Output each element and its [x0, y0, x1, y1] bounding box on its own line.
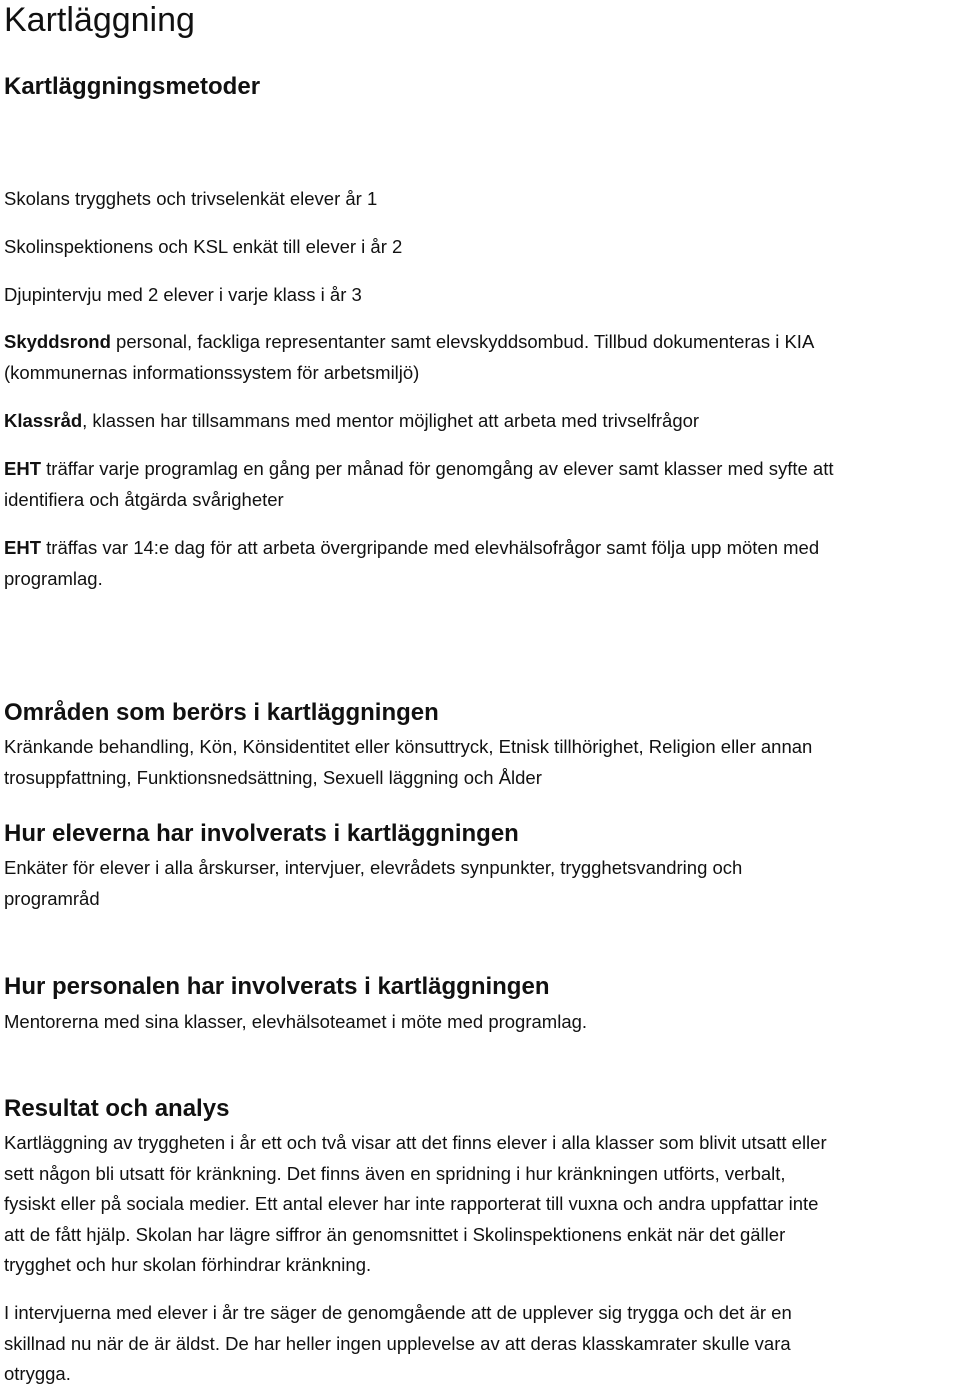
areas-text-line-2: trosuppfattning, Funktionsnedsättning, Sexuell läggning och Ålder: [4, 767, 542, 788]
results-paragraph-2-line-1: I intervjuerna med elever i år tre säger de genomgående att de upplever sig trygga och det är en: [4, 1302, 792, 1323]
method-item-6-term: EHT: [4, 458, 41, 479]
method-item-6-line-2: identifiera och åtgärda svårigheter: [4, 489, 284, 510]
method-item-4-line-2: (kommunernas informationssystem för arbetsmiljö): [4, 362, 420, 383]
method-item-5: [4, 406, 956, 437]
section-heading-students: Hur eleverna har involverats i kartläggningen: [4, 820, 519, 847]
method-item-2: Skolinspektionens och KSL enkät till elever i år 2: [4, 236, 403, 257]
section-heading-areas: Områden som berörs i kartläggningen: [4, 699, 439, 726]
method-item-6-text: träffar varje programlag en gång per månad för genomgång av elever samt klasser med syfte att: [41, 458, 834, 479]
method-item-4-term: Skyddsrond: [4, 331, 111, 352]
areas-text-line-1: Kränkande behandling, Kön, Könsidentitet eller könsuttryck, Etnisk tillhörighet, Religion eller annan: [4, 736, 813, 757]
method-item-7-line-2: programlag.: [4, 568, 103, 589]
results-paragraph-2-line-2: skillnad nu när de är äldst. De har heller ingen upplevelse av att deras klasskamrater skulle vara: [4, 1333, 791, 1354]
section-heading-results: Resultat och analys: [4, 1095, 230, 1122]
results-paragraph-1-line-4: att de fått hjälp. Skolan har lägre siffror än genomsnittet i Skolinspektionens enkät när det gäller: [4, 1224, 786, 1245]
staff-text-line-1: Mentorerna med sina klasser, elevhälsoteamet i möte med programlag.: [4, 1011, 588, 1032]
method-item-7-text: träffas var 14:e dag för att arbeta övergripande med elevhälsofrågor samt följa upp möten med: [41, 537, 820, 558]
results-paragraph-1-line-1: Kartläggning av tryggheten i år ett och två visar att det finns elever i alla klasser som blivit utsatt eller: [4, 1132, 827, 1153]
method-item-3: Djupintervju med 2 elever i varje klass i år 3: [4, 284, 362, 305]
students-text-line-1: Enkäter för elever i alla årskurser, intervjuer, elevrådets synpunkter, trygghetsvandring och: [4, 857, 743, 878]
section-heading-methods: Kartläggningsmetoder: [4, 73, 261, 100]
method-item-6-line-1: [4, 454, 956, 485]
section-heading-staff: Hur personalen har involverats i kartläggningen: [4, 973, 550, 1000]
method-item-7-term: EHT: [4, 537, 41, 558]
students-text-line-2: programråd: [4, 888, 100, 909]
method-item-5-text: , klassen har tillsammans med mentor möjlighet att arbeta med trivselfrågor: [82, 410, 700, 431]
method-item-7-line-1: [4, 533, 956, 564]
results-paragraph-2-line-3: otrygga.: [4, 1363, 71, 1384]
page-title: Kartläggning: [4, 1, 195, 39]
results-paragraph-1-line-2: sett någon bli utsatt för kränkning. Det finns även en spridning i hur kränkningen utförts, verbalt,: [4, 1163, 786, 1184]
method-item-5-term: Klassråd: [4, 410, 83, 431]
results-paragraph-1-line-3: fysiskt eller på sociala medier. Ett antal elever har inte rapporterat till vuxna och andra uppfattar inte: [4, 1193, 819, 1214]
method-item-4-text: personal, fackliga representanter samt elevskyddsombud. Tillbud dokumenteras i KIA: [110, 331, 815, 352]
method-item-4-line-1: [4, 327, 956, 358]
method-item-1: Skolans trygghets och trivselenkät elever år 1: [4, 188, 378, 209]
results-paragraph-1-line-5: trygghet och hur skolan förhindrar kränkning.: [4, 1254, 372, 1275]
